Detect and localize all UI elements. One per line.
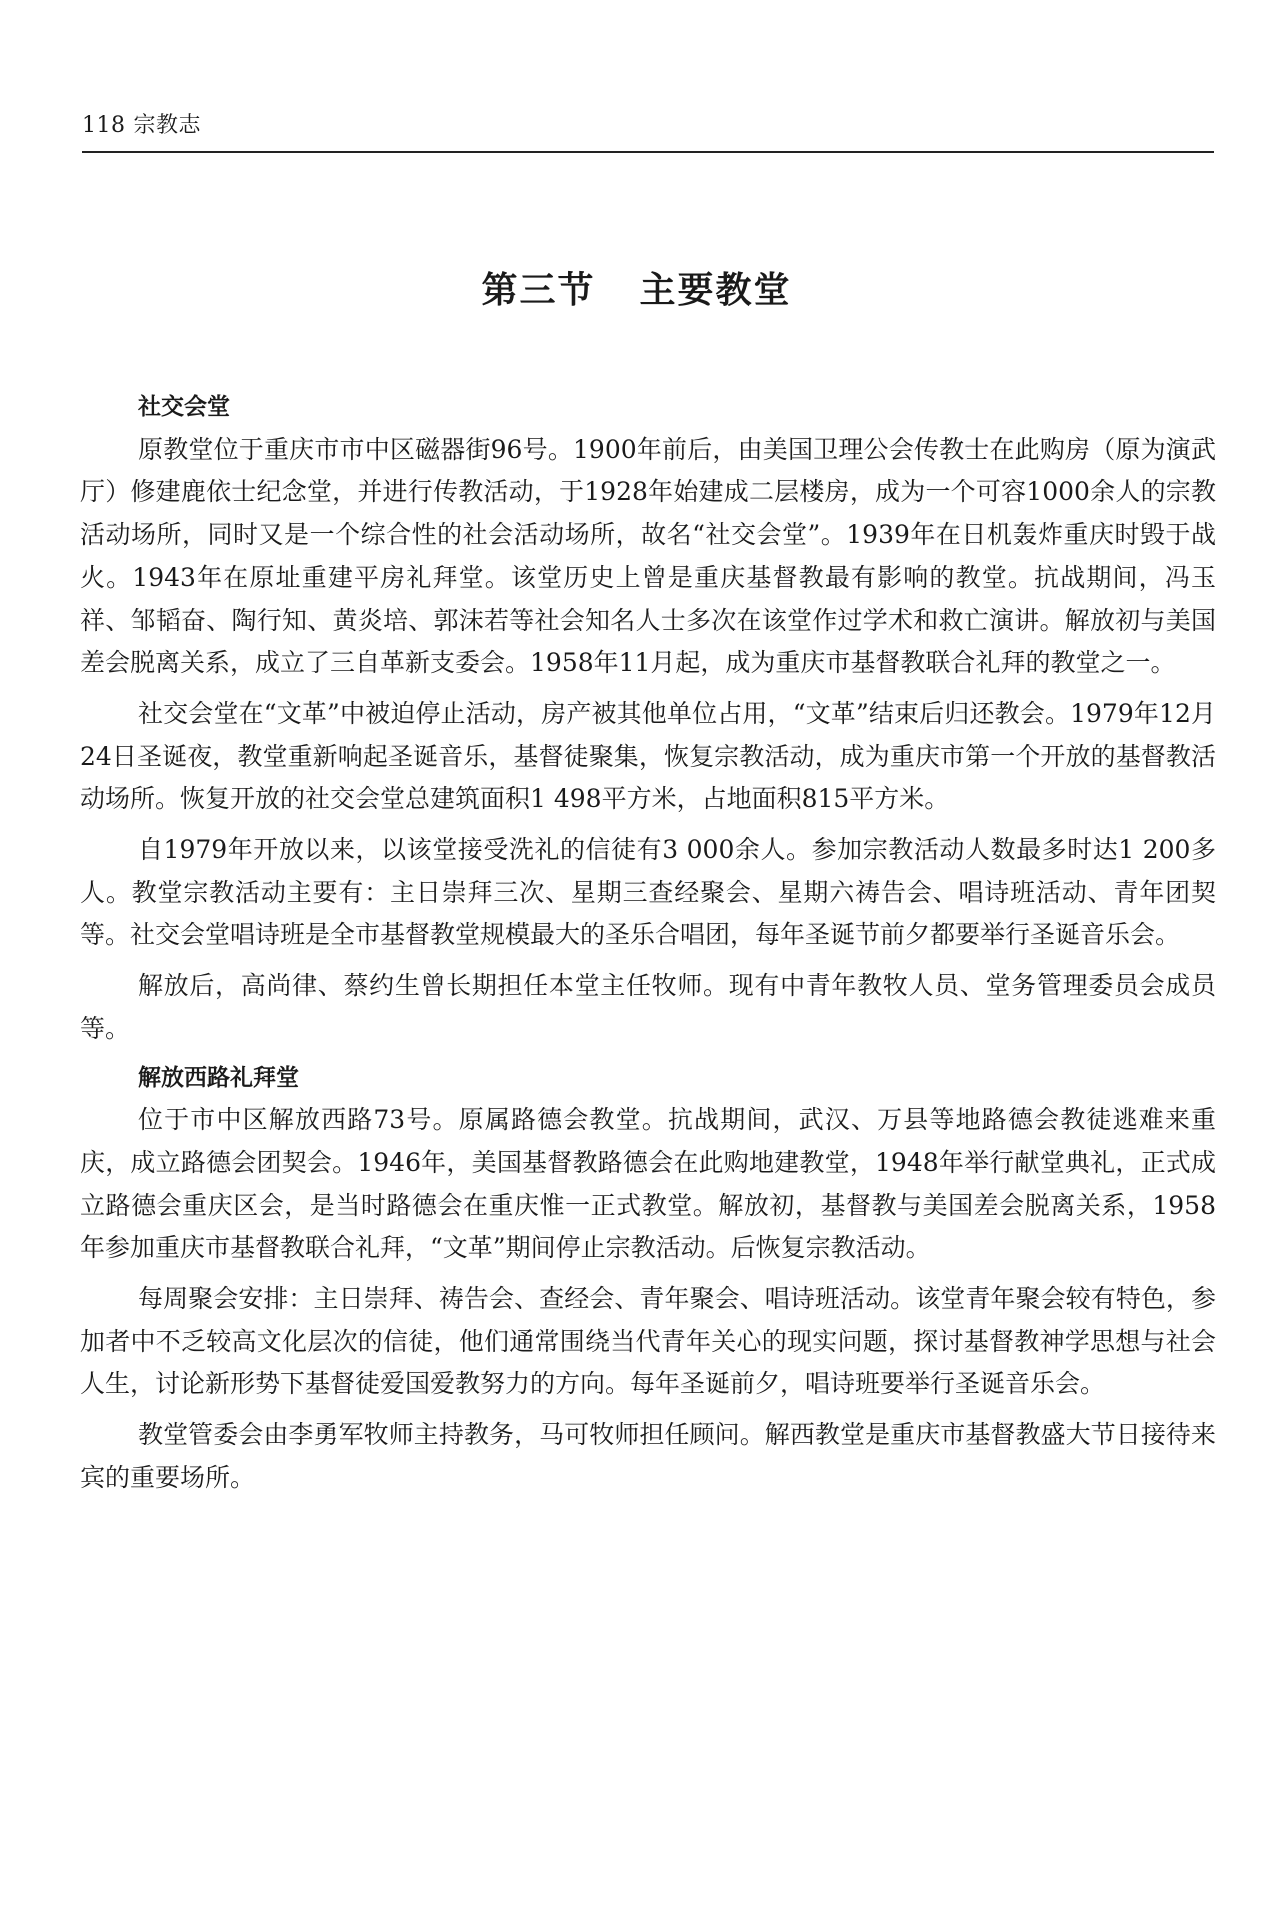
paragraph: 位于市中区解放西路73号。原属路德会教堂。抗战期间，武汉、万县等地路德会教徒逃难来重庆，成立路德会团契会。1946年，美国基督教路德会在此购地建教堂，1948年举行献堂典礼，正式成立路德会重庆区会，是当时路德会在重庆惟一正式教堂。解放初，基督教与美国差会脱离关系，1958年参加重庆市基督教联合礼拜，“文革”期间停止宗教活动。后恢复宗教活动。 <box>80 1105 1216 1263</box>
entry-heading-shejiao-hall: 社交会堂 <box>138 393 230 420</box>
header-rule <box>82 151 1214 153</box>
running-head <box>82 108 201 139</box>
paragraph: 自1979年开放以来，以该堂接受洗礼的信徒有3 000余人。参加宗教活动人数最多时达1 200多人。教堂宗教活动主要有：主日崇拜三次、星期三查经聚会、星期六祷告会、唱诗班活动、青年团契等。社交会堂唱诗班是全市基督教堂规模最大的圣乐合唱团，每年圣诞节前夕都要举行圣诞音乐会。 <box>80 835 1216 950</box>
entry-heading-jiefang-west-road-church: 解放西路礼拜堂 <box>138 1063 299 1091</box>
body-text <box>80 386 1216 1508</box>
section-title <box>0 262 1273 313</box>
section-number: 第三节 <box>481 269 596 311</box>
paragraph: 每周聚会安排：主日崇拜、祷告会、查经会、青年聚会、唱诗班活动。该堂青年聚会较有特色，参加者中不乏较高文化层次的信徒，他们通常围绕当代青年关心的现实问题，探讨基督教神学思想与社会人生，讨论新形势下基督徒爱国爱教努力的方向。每年圣诞前夕，唱诗班要举行圣诞音乐会。 <box>80 1284 1216 1399</box>
section-name: 主要教堂 <box>639 269 792 311</box>
paragraph: 解放后，高尚律、蔡约生曾长期担任本堂主任牧师。现有中青年教牧人员、堂务管理委员会成员等。 <box>80 971 1216 1043</box>
book-title: 宗教志 <box>133 113 202 138</box>
paragraph: 社交会堂在“文革”中被迫停止活动，房产被其他单位占用，“文革”结束后归还教会。1979年12月24日圣诞夜，教堂重新响起圣诞音乐，基督徒聚集，恢复宗教活动，成为重庆市第一个开放的基督教活动场所。恢复开放的社交会堂总建筑面积1 498平方米，占地面积815平方米。 <box>80 698 1216 814</box>
page-number: 118 <box>82 113 126 138</box>
paragraph: 教堂管委会由李勇军牧师主持教务，马可牧师担任顾问。解西教堂是重庆市基督教盛大节日接待来宾的重要场所。 <box>80 1420 1216 1492</box>
paragraph: 原教堂位于重庆市市中区磁器街96号。1900年前后，由美国卫理公会传教士在此购房（原为演武厅）修建鹿依士纪念堂，并进行传教活动，于1928年始建成二层楼房，成为一个可容1000余人的宗教活动场所，同时又是一个综合性的社会活动场所，故名“社交会堂”。1939年在日机轰炸重庆时毁于战火。1943年在原址重建平房礼拜堂。该堂历史上曾是重庆基督教最有影响的教堂。抗战期间，冯玉祥、邹韬奋、陶行知、黄炎培、郭沫若等社会知名人士多次在该堂作过学术和救亡演讲。解放初与美国差会脱离关系，成立了三自革新支委会。1958年11月起，成为重庆市基督教联合礼拜的教堂之一。 <box>80 434 1216 678</box>
